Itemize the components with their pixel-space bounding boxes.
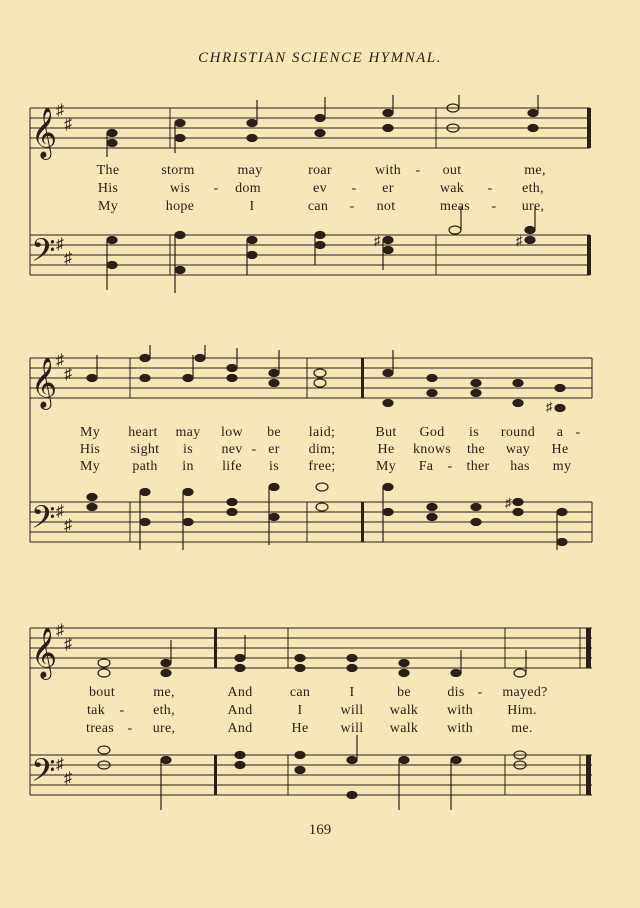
lyric-syllable: His xyxy=(97,181,119,196)
verse-3-lyrics-system-1 xyxy=(0,199,640,216)
svg-text:𝄞: 𝄞 xyxy=(31,357,58,408)
lyric-syllable: But xyxy=(375,425,397,440)
lyric-syllable: - xyxy=(477,685,483,700)
lyric-syllable: me, xyxy=(153,685,175,700)
lyric-syllable: heart xyxy=(128,425,158,440)
lyric-syllable: My xyxy=(375,459,397,474)
lyric-syllable: mayed? xyxy=(502,685,548,700)
svg-text:♯: ♯ xyxy=(64,250,72,267)
svg-text:𝄢: 𝄢 xyxy=(31,752,56,796)
lyric-syllable: bout xyxy=(88,685,116,700)
lyric-syllable: be xyxy=(397,685,411,700)
lyric-syllable: hope xyxy=(165,199,195,214)
lyric-syllable: - xyxy=(491,199,497,214)
lyric-syllable: way xyxy=(505,442,531,457)
verse-1-lyrics-system-2 xyxy=(0,425,640,442)
lyric-syllable: ev xyxy=(313,181,327,196)
lyric-syllable: may xyxy=(237,163,263,178)
lyric-syllable: low xyxy=(221,425,243,440)
lyric-syllable: can xyxy=(307,199,329,214)
lyric-syllable: sight xyxy=(130,442,160,457)
lyric-syllable: - xyxy=(127,721,133,736)
svg-text:𝄢: 𝄢 xyxy=(31,232,56,276)
svg-text:𝄞: 𝄞 xyxy=(31,627,58,678)
svg-text:♯: ♯ xyxy=(64,366,72,383)
lyric-syllable: round xyxy=(500,425,536,440)
verse-2-lyrics-system-1 xyxy=(0,181,640,198)
lyric-syllable: I xyxy=(249,199,255,214)
svg-text:♯: ♯ xyxy=(56,756,64,773)
lyric-syllable: free; xyxy=(308,459,336,474)
lyric-syllable: ure, xyxy=(152,721,176,736)
lyric-syllable: my xyxy=(552,459,572,474)
verse-1-lyrics-system-1 xyxy=(0,163,640,180)
lyric-syllable: My xyxy=(79,425,101,440)
lyric-syllable: dom xyxy=(235,181,261,196)
lyric-syllable: God xyxy=(419,425,445,440)
lyric-syllable: be xyxy=(267,425,281,440)
svg-text:♯: ♯ xyxy=(56,236,64,253)
lyric-syllable: path xyxy=(132,459,158,474)
lyric-syllable: life xyxy=(222,459,242,474)
lyric-syllable: wak xyxy=(439,181,465,196)
lyric-syllable: roar xyxy=(308,163,332,178)
lyric-syllable: is xyxy=(469,425,479,440)
lyric-syllable: with xyxy=(446,703,474,718)
svg-text:♯: ♯ xyxy=(64,636,72,653)
lyric-syllable: knows xyxy=(412,442,452,457)
lyric-syllable: in xyxy=(182,459,194,474)
lyric-syllable: He xyxy=(291,721,309,736)
page-header: CHRISTIAN SCIENCE HYMNAL. xyxy=(198,50,442,66)
lyric-syllable: can xyxy=(289,685,311,700)
lyric-syllable: His xyxy=(79,442,101,457)
lyric-syllable: - xyxy=(349,199,355,214)
lyric-syllable: a xyxy=(556,425,564,440)
lyric-syllable: - xyxy=(575,425,581,440)
svg-text:𝄢: 𝄢 xyxy=(31,499,56,543)
lyric-syllable: He xyxy=(551,442,569,457)
lyric-syllable: me. xyxy=(511,721,533,736)
lyric-syllable: will xyxy=(340,703,364,718)
lyric-syllable: - xyxy=(351,181,357,196)
lyric-syllable: the xyxy=(466,442,486,457)
lyric-syllable: My xyxy=(79,459,101,474)
lyric-syllable: - xyxy=(487,181,493,196)
lyric-syllable: may xyxy=(175,425,201,440)
svg-text:♯: ♯ xyxy=(546,399,553,414)
lyric-syllable: eth, xyxy=(153,703,175,718)
lyric-syllable: meas xyxy=(440,199,470,214)
lyric-syllable: And xyxy=(227,721,253,736)
lyric-syllable: - xyxy=(119,703,125,718)
lyric-syllable: with xyxy=(446,721,474,736)
verse-3-lyrics-system-3 xyxy=(0,721,640,738)
svg-text:♯: ♯ xyxy=(56,352,64,369)
lyric-syllable: He xyxy=(377,442,395,457)
lyric-syllable: will xyxy=(340,721,364,736)
lyric-syllable: has xyxy=(510,459,530,474)
lyric-syllable: The xyxy=(96,163,120,178)
lyric-syllable: er xyxy=(382,181,394,196)
lyric-syllable: My xyxy=(97,199,119,214)
lyric-syllable: tak xyxy=(86,703,106,718)
svg-text:♯: ♯ xyxy=(64,517,72,534)
lyric-syllable: is xyxy=(269,459,279,474)
verse-1-lyrics-system-3 xyxy=(0,685,640,702)
lyric-syllable: out xyxy=(442,163,462,178)
lyric-syllable: not xyxy=(376,199,396,214)
svg-text:𝄞: 𝄞 xyxy=(31,107,58,158)
verse-3-lyrics-system-2 xyxy=(0,459,640,476)
lyric-syllable: laid; xyxy=(308,425,336,440)
lyric-syllable: dis xyxy=(447,685,465,700)
lyric-syllable: I xyxy=(297,703,303,718)
lyric-syllable: nev xyxy=(221,442,243,457)
lyric-syllable: - xyxy=(213,181,219,196)
lyric-syllable: eth, xyxy=(522,181,544,196)
lyric-syllable: Fa xyxy=(418,459,434,474)
lyric-syllable: - xyxy=(251,442,257,457)
lyric-syllable: - xyxy=(415,163,421,178)
lyric-syllable: And xyxy=(227,685,253,700)
lyric-syllable: er xyxy=(268,442,280,457)
lyric-syllable: walk xyxy=(389,703,419,718)
verse-2-lyrics-system-3 xyxy=(0,703,640,720)
lyric-syllable: storm xyxy=(161,163,195,178)
svg-text:♯: ♯ xyxy=(374,233,381,248)
lyric-syllable: treas xyxy=(86,721,114,736)
lyric-syllable: with xyxy=(374,163,402,178)
verse-2-lyrics-system-2 xyxy=(0,442,640,459)
lyric-syllable: - xyxy=(447,459,453,474)
lyric-syllable: walk xyxy=(389,721,419,736)
lyric-syllable: And xyxy=(227,703,253,718)
lyric-syllable: ure, xyxy=(521,199,545,214)
lyric-syllable: ther xyxy=(466,459,490,474)
svg-text:♯: ♯ xyxy=(505,495,512,510)
svg-text:♯: ♯ xyxy=(64,770,72,787)
svg-text:♯: ♯ xyxy=(56,102,64,119)
lyric-syllable: Him. xyxy=(507,703,537,718)
svg-text:♯: ♯ xyxy=(64,116,72,133)
lyric-syllable: dim; xyxy=(308,442,336,457)
lyric-syllable: wis xyxy=(169,181,191,196)
lyric-syllable: me, xyxy=(524,163,546,178)
lyric-syllable: I xyxy=(349,685,355,700)
svg-text:♯: ♯ xyxy=(56,503,64,520)
lyric-syllable: is xyxy=(183,442,193,457)
svg-text:♯: ♯ xyxy=(516,233,523,248)
page-number: 169 xyxy=(308,822,332,838)
svg-text:♯: ♯ xyxy=(56,622,64,639)
